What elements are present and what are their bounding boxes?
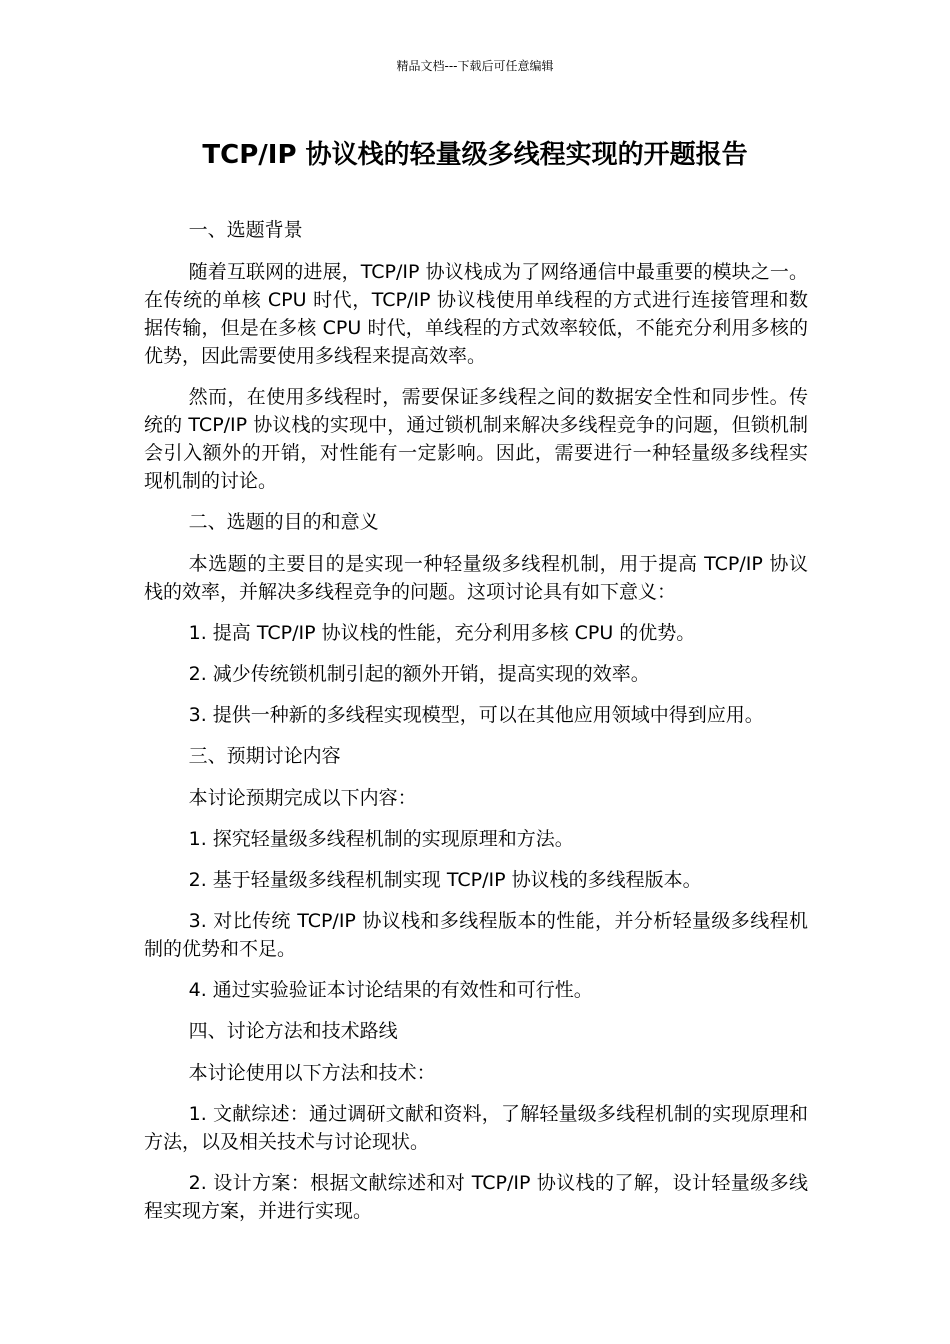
section-heading-content: 三、预期讨论内容 [188, 745, 341, 767]
list-item-content-2: 2. 基于轻量级多线程机制实现 TCP/IP 协议栈的多线程版本。 [188, 869, 702, 891]
paragraph-methods-intro: 本讨论使用以下方法和技术： [188, 1062, 436, 1084]
document-body [144, 216, 808, 1238]
paragraph-purpose-intro: 本选题的主要目的是实现一种轻量级多线程机制，用于提高 TCP/IP 协议栈的效率，并解决多线程竞争的问题。这项讨论具有如下意义： [144, 553, 808, 603]
list-item-methods-1: 1. 文献综述：通过调研文献和资料，了解轻量级多线程机制的实现原理和方法，以及相关技术与讨论现状。 [144, 1103, 808, 1153]
paragraph-background-1: 随着互联网的进展，TCP/IP 协议栈成为了网络通信中最重要的模块之一。在传统的单核 CPU 时代，TCP/IP 协议栈使用单线程的方式进行连接管理和数据传输，但是在多核 CPU 时代，单线程的方式效率较低，不能充分利用多核的优势，因此需要使用多线程来提高效率。 [144, 261, 808, 367]
paragraph-content-intro: 本讨论预期完成以下内容： [188, 787, 417, 809]
document-title: TCP/IP 协议栈的轻量级多线程实现的开题报告 [202, 140, 748, 170]
list-item-purpose-3: 3. 提供一种新的多线程实现模型，可以在其他应用领域中得到应用。 [188, 704, 764, 726]
header-note: 精品文档---下载后可任意编辑 [396, 59, 554, 73]
list-item-content-1: 1. 探究轻量级多线程机制的实现原理和方法。 [188, 828, 574, 850]
section-heading-methods: 四、讨论方法和技术路线 [188, 1020, 398, 1042]
list-item-content-4: 4. 通过实验验证本讨论结果的有效性和可行性。 [188, 979, 593, 1001]
section-heading-background: 一、选题背景 [188, 219, 303, 241]
list-item-purpose-1: 1. 提高 TCP/IP 协议栈的性能，充分利用多核 CPU 的优势。 [188, 622, 696, 644]
paragraph-background-2: 然而，在使用多线程时，需要保证多线程之间的数据安全性和同步性。传统的 TCP/IP 协议栈的实现中，通过锁机制来解决多线程竞争的问题，但锁机制会引入额外的开销，对性能有一定影响。因此，需要进行一种轻量级多线程实现机制的讨论。 [144, 386, 808, 492]
list-item-purpose-2: 2. 减少传统锁机制引起的额外开销，提高实现的效率。 [188, 663, 650, 685]
list-item-content-3: 3. 对比传统 TCP/IP 协议栈和多线程版本的性能，并分析轻量级多线程机制的优势和不足。 [144, 910, 808, 960]
section-heading-purpose: 二、选题的目的和意义 [188, 511, 379, 533]
list-item-methods-2: 2. 设计方案：根据文献综述和对 TCP/IP 协议栈的了解，设计轻量级多线程实现方案，并进行实现。 [144, 1172, 808, 1222]
